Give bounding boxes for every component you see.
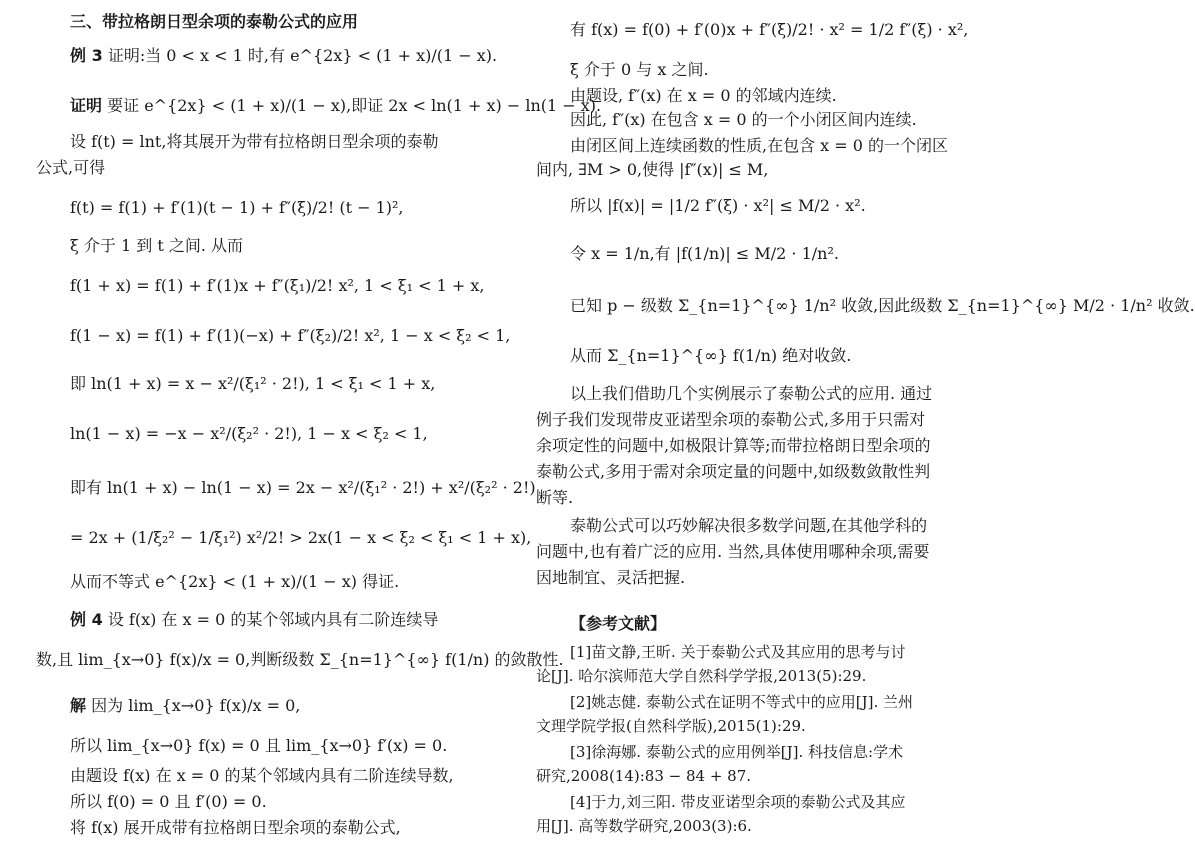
right-eq-1: 有 f(x) = f(0) + f′(0)x + f″(ξ)/2! · x² = 1/2 f″(ξ) · x², (570, 20, 969, 39)
closing-para-line1: 泰勒公式可以巧妙解决很多数学问题,在其他学科的 (570, 516, 928, 535)
reference-item-cont: 文理学院学报(自然科学版),2015(1):29. (536, 717, 806, 735)
summary-para-line3: 余项定性的问题中,如极限计算等;而带拉格朗日型余项的 (536, 436, 931, 455)
proof-text: 要证 e^{2x} < (1 + x)/(1 − x),即证 2x < ln(1 + x) − ln(1 − x). (107, 96, 602, 115)
right-line-3: 由题设, f″(x) 在 x = 0 的邻域内连续. (570, 86, 837, 105)
equation-1: f(t) = f(1) + f′(1)(t − 1) + f″(ξ)/2! (t − 1)², (70, 198, 404, 217)
solution-line (70, 696, 300, 716)
equation-5: ln(1 − x) = −x − x²/(ξ₂² · 2!), 1 − x < ξ₂ < 1, (70, 424, 428, 443)
right-eq-8: 令 x = 1/n,有 |f(1/n)| ≤ M/2 · 1/n². (570, 244, 839, 263)
right-line-4: 因此, f″(x) 在包含 x = 0 的一个小闭区间内连续. (570, 110, 917, 129)
section-title: 三、带拉格朗日型余项的泰勒公式的应用 (70, 12, 359, 31)
proof-label: 证明 (70, 96, 103, 115)
reference-item-cont: 研究,2008(14):83 − 84 + 87. (536, 767, 752, 785)
equation-4: 即 ln(1 + x) = x − x²/(ξ₁² · 2!), 1 < ξ₁ < 1 + x, (70, 374, 436, 393)
summary-para-line5: 断等. (536, 488, 574, 507)
equation-3: f(1 − x) = f(1) + f′(1)(−x) + f″(ξ₂)/2! x², 1 − x < ξ₂ < 1, (70, 326, 511, 345)
solution-text: 因为 lim_{x→0} f(x)/x = 0, (91, 696, 301, 715)
conclusion-line: 从而不等式 e^{2x} < (1 + x)/(1 − x) 得证. (70, 572, 400, 591)
equation-2: f(1 + x) = f(1) + f′(1)x + f″(ξ₁)/2! x², 1 < ξ₁ < 1 + x, (70, 276, 485, 295)
example3-text: 证明:当 0 < x < 1 时,有 e^{2x} < (1 + x)/(1 − x). (107, 46, 498, 65)
reference-item-cont: 用[J]. 高等数学研究,2003(3):6. (536, 817, 752, 835)
reference-item: [4]于力,刘三阳. 带皮亚诺型余项的泰勒公式及其应 (570, 793, 906, 811)
solution-line4: 所以 f(0) = 0 且 f′(0) = 0. (70, 792, 267, 811)
example3-label: 例 3 (70, 46, 103, 65)
xi-range-text: ξ 介于 1 到 t 之间. 从而 (70, 236, 244, 255)
closing-para-line2: 问题中,也有着广泛的应用. 当然,具体使用哪种余项,需要 (536, 542, 930, 561)
summary-para-line2: 例子我们发现带皮亚诺型余项的泰勒公式,多用于只需对 (536, 410, 926, 429)
proof-line (70, 96, 601, 116)
reference-item: [3]徐海娜. 泰勒公式的应用例举[J]. 科技信息:学术 (570, 743, 904, 761)
reference-item: [2]姚志健. 泰勒公式在证明不等式中的应用[J]. 兰州 (570, 693, 914, 711)
closing-para-line3: 因地制宜、灵活把握. (536, 568, 686, 587)
reference-item: [1]苗文静,王昕. 关于泰勒公式及其应用的思考与讨 (570, 643, 906, 661)
summary-para-line1: 以上我们借助几个实例展示了泰勒公式的应用. 通过 (570, 384, 933, 403)
reference-item-cont: 论[J]. 哈尔滨师范大学自然科学学报,2013(5):29. (536, 667, 867, 685)
solution-line3: 由题设 f(x) 在 x = 0 的某个邻域内具有二阶连续导数, (70, 766, 454, 785)
example4-line1 (70, 610, 438, 630)
equation-6: 即有 ln(1 + x) − ln(1 − x) = 2x − x²/(ξ₁² · 2!) + x²/(ξ₂² · 2!) (70, 478, 536, 497)
right-line-2: ξ 介于 0 与 x 之间. (570, 60, 709, 79)
example4-text: 设 f(x) 在 x = 0 的某个邻域内具有二阶连续导 (107, 610, 439, 629)
para1-line1: 设 f(t) = lnt,将其展开为带有拉格朗日型余项的泰勒 (70, 132, 439, 151)
para1-line2: 公式,可得 (36, 158, 106, 177)
right-eq-7: 所以 |f(x)| = |1/2 f″(ξ) · x²| ≤ M/2 · x². (570, 196, 866, 215)
references-title: 【参考文献】 (570, 614, 667, 633)
solution-label: 解 (70, 696, 87, 715)
solution-line2: 所以 lim_{x→0} f(x) = 0 且 lim_{x→0} f′(x) = 0. (70, 736, 448, 755)
example3 (70, 46, 497, 66)
right-line-6: 间内, ∃M > 0,使得 |f″(x)| ≤ M, (536, 160, 769, 179)
right-eq-10: 从而 Σ_{n=1}^{∞} f(1/n) 绝对收敛. (570, 346, 852, 365)
right-eq-9: 已知 p − 级数 Σ_{n=1}^{∞} 1/n² 收敛,因此级数 Σ_{n=1}^{∞} M/2 · 1/n² 收敛. (570, 296, 1195, 315)
summary-para-line4: 泰勒公式,多用于需对余项定量的问题中,如级数敛散性判 (536, 462, 931, 481)
example4-line2: 数,且 lim_{x→0} f(x)/x = 0,判断级数 Σ_{n=1}^{∞} f(1/n) 的敛散性. (36, 650, 564, 669)
example4-label: 例 4 (70, 610, 103, 629)
solution-line5: 将 f(x) 展开成带有拉格朗日型余项的泰勒公式, (70, 818, 401, 837)
equation-7: = 2x + (1/ξ₂² − 1/ξ₁²) x²/2! > 2x(1 − x < ξ₂ < ξ₁ < 1 + x), (70, 528, 532, 547)
right-line-5: 由闭区间上连续函数的性质,在包含 x = 0 的一个闭区 (570, 136, 949, 155)
